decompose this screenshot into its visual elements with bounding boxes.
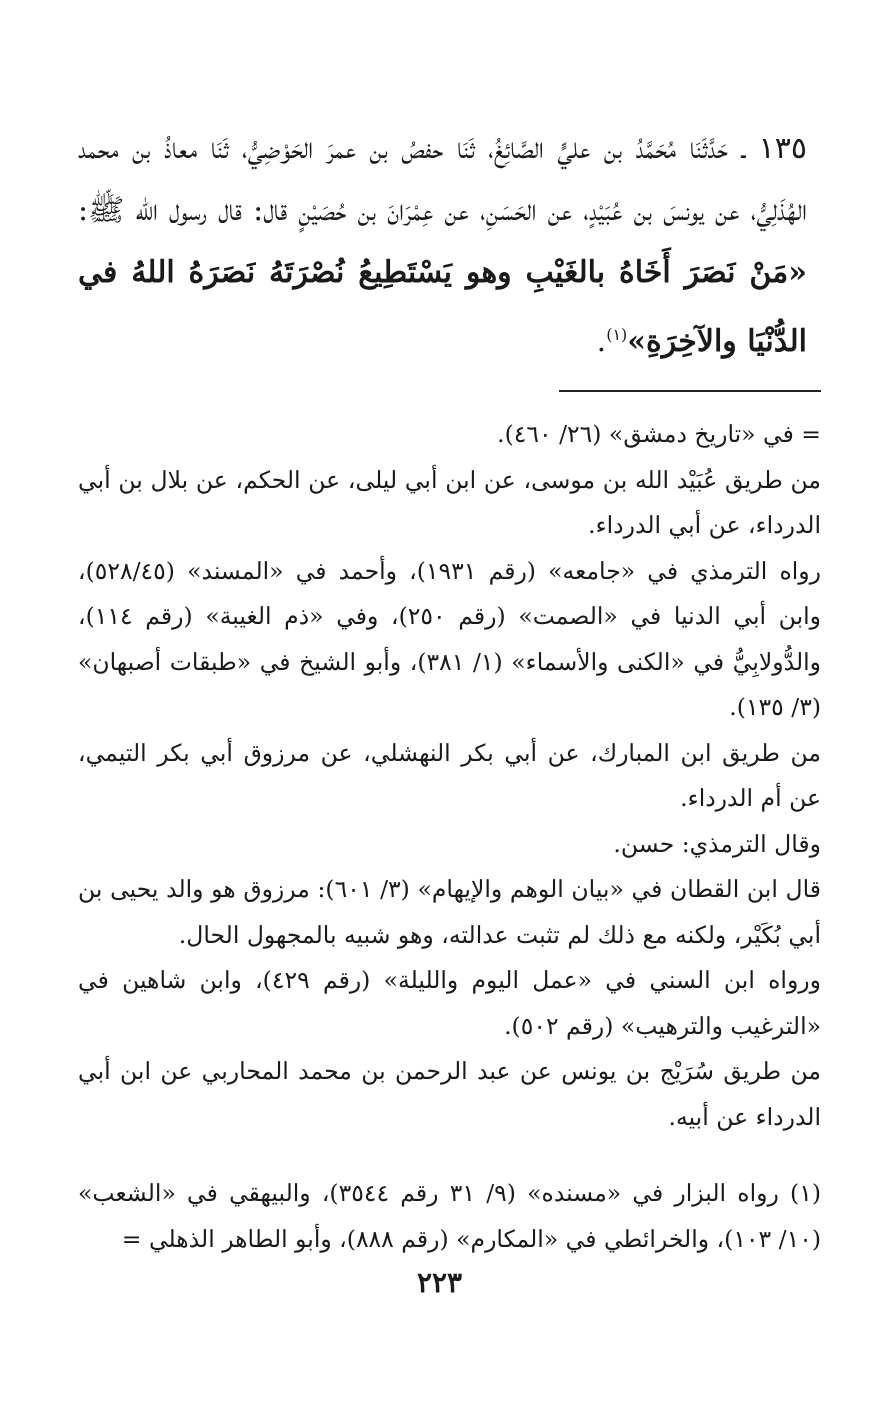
hadith-block: [78, 118, 807, 373]
footnote-separator: [559, 390, 821, 392]
footnote-paragraph: ورواه ابن السني في «عمل اليوم والليلة» (رقم ٤٢٩)، وابن شاهين في «الترغيب والترهيب» (رقم ٥٠٢).: [78, 966, 821, 1040]
footnotes-block: [78, 412, 821, 1140]
footnote-paragraph: من طريق ابن المبارك، عن أبي بكر النهشلي، عن مرزوق أبي بكر التيمي، عن أم الدرداء.: [78, 738, 821, 812]
hadith-matn: «مَنْ نَصَرَ أَخَاهُ بالغَيْبِ وهو يَسْتَطِيعُ نُصْرَتَهُ نَصَرَهُ اللهُ في الدُّنْيَا والآخِرَةِ»: [78, 255, 807, 359]
footnote-paragraph: رواه الترمذي في «جامعه» (رقم ١٩٣١)، وأحمد في «المسند» (٥٢٨/٤٥)، وابن أبي الدنيا في «الصمت» (رقم ٢٥٠)، وفي «ذم الغيبة» (رقم ١١٤)، والدُّولابِيُّ في «الكنى والأسماء» (١/ ٣٨١)، وأبو الشيخ في «طبقات أصبهان» (٣/ ١٣٥).: [78, 556, 821, 721]
footnote-paragraph: وقال الترمذي: حسن.: [613, 829, 821, 858]
footnote-paragraph: من طريق عُبَيْد الله بن موسى، عن ابن أبي ليلى، عن الحكم، عن بلال بن أبي الدرداء، عن أبي الدرداء.: [78, 465, 821, 539]
footnote-1-block: [78, 1170, 821, 1262]
hadith-isnad: ١٣٥ ـ حَدَّثَنَا مُحَمَّدُ بن عليٍّ الصَّائِغُ، ثَنَا حفصُ بن عمرَ الحَوْضِيُّ، ثَنَا معاذُ بن محمد الهُذَلِيُّ، عن يونسَ بن عُبَيْدٍ، عن الحَسَنِ، عن عِمْرَانَ بن حُصَيْنٍ قال: قال رسول الله ﷺ:: [78, 131, 807, 228]
page-number: ٢٢٣: [416, 1266, 463, 1299]
footnote-ref: (١): [606, 325, 628, 344]
hadith-end: .: [596, 324, 607, 359]
footnote-1: (١) رواه البزار في «مسنده» (٩/ ٣١ رقم ٣٥٤٤)، والبيهقي في «الشعب» (١٠/ ١٠٣)، والخرائطي في «المكارم» (رقم ٨٨٨)، وأبو الطاهر الذهلي =: [78, 1179, 821, 1253]
footnote-paragraph: من طريق سُرَيْج بن يونس عن عبد الرحمن بن محمد المحاربي عن ابن أبي الدرداء عن أبيه.: [78, 1057, 821, 1131]
footnote-paragraph: = في «تاريخ دمشق» (٢٦/ ٤٦٠).: [497, 420, 821, 448]
footnote-paragraph: قال ابن القطان في «بيان الوهم والإيهام» (٣/ ٦٠١): مرزوق هو والد يحيى بن أبي بُكَيْر، ولكنه مع ذلك لم تثبت عدالته، وهو شبيه بالمجهول الحال.: [78, 875, 821, 949]
hadith-paragraph: [78, 118, 807, 373]
